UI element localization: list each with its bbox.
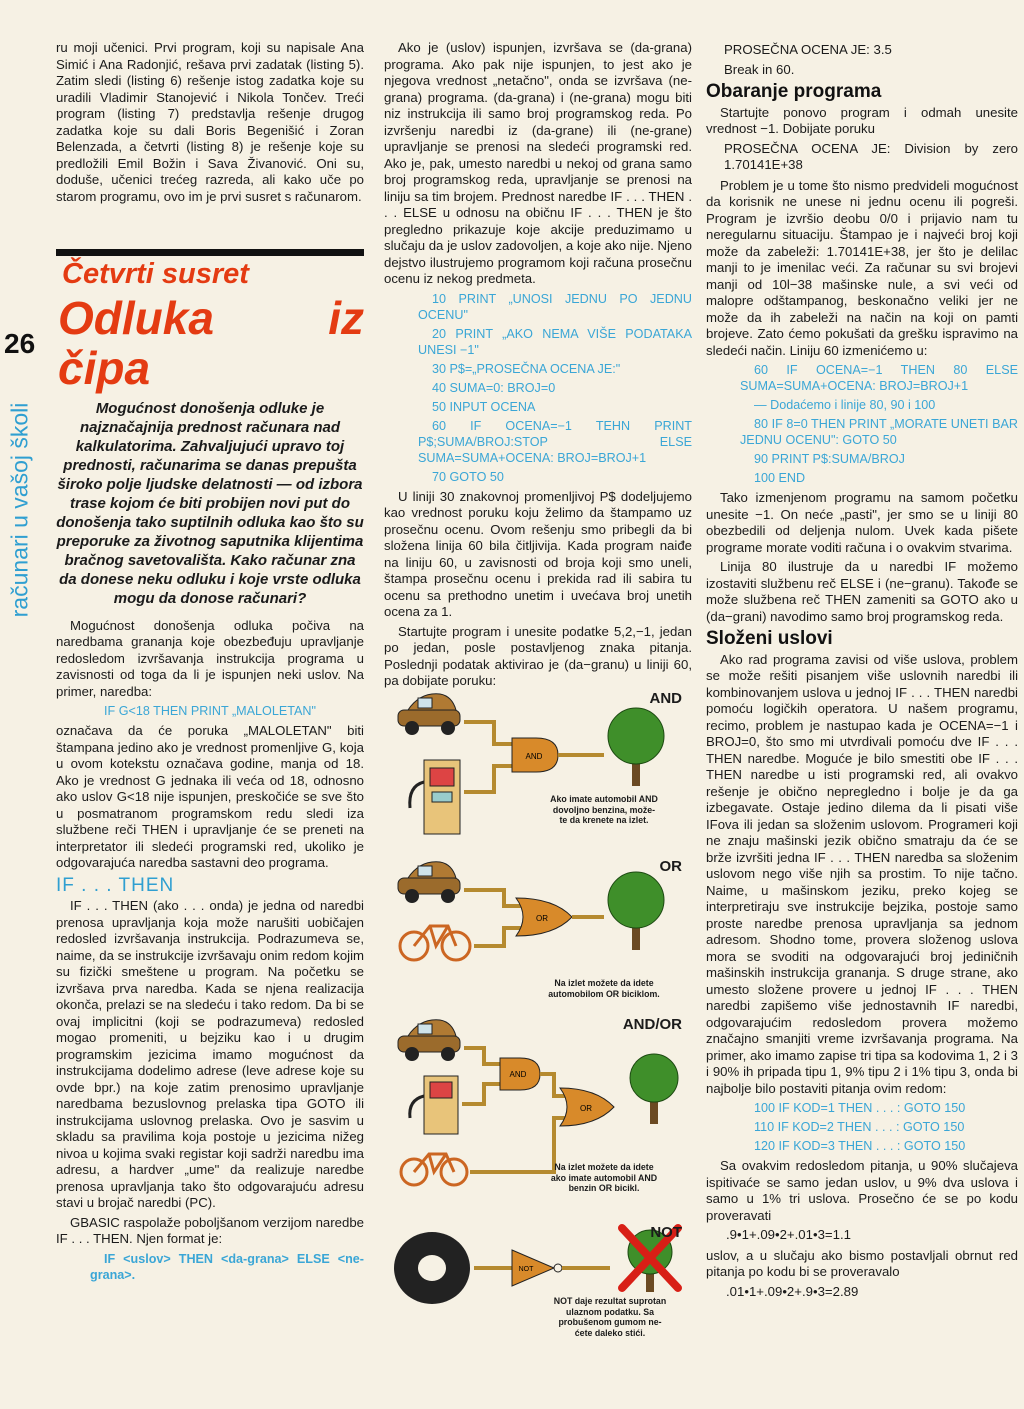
code-line: 10 PRINT „UNOSI JEDNU PO JEDNU OCENU": [418, 291, 692, 322]
tree-icon: [608, 708, 664, 786]
body-paragraph: Ako je (uslov) ispunjen, izvršava se (da-grana) programa. Ako pak nije ispunjen, to jest ako je njegova vrednost „netačno", onda se izvršava (ne-grana) programa. (da-grana) i (ne-grana) mogu biti niz instrukcija ili samo broj programskog reda. Po izvršenju naredbi iz (da-grane) ili (ne-grane) upravljanje se prenosi na sledeći programski red. Ako je, pak, umesto naredbi u nekoj od grana samo broj programskog reda, upravljanje se prenosi na liniju sa tim brojem. Prednost naredbe IF . . . THEN . . . ELSE u odnosu na običnu IF . . . THEN je što preglednо prikazuje koje akcije preduzimamo u slučaju da je uslov zadovoljen, a koje ako nije. Njeno dejstvo ilustrujemo programom koji računa prosečnu ocenu iz nekog predmeta.: [384, 40, 692, 286]
code-line: 100 END: [754, 471, 806, 485]
code-line: IF <uslov> THEN <da-grana> ELSE <ne-grana>.: [90, 1251, 364, 1282]
and-or-caption: Na izlet možete da idete ako imate automobil AND benzin OR bicikl.: [550, 1162, 658, 1193]
code-listing: [384, 291, 692, 485]
tree-icon: [608, 872, 664, 950]
and-or-label: AND/OR: [622, 1016, 682, 1033]
body-paragraph: Tako izmenjenom programu na samom početku unesite −1. On neće „pasti", jer smo se u liniji 80 obezbedili od deljenja nulom. Uvek kada pišete programe morate voditi računa i o ovakvim stvarima.: [706, 490, 1018, 555]
article-lead: Mogućnost donošenja odluke je najznačajnija prednost računara nad kalkulatorima. Zahvaljujući upravo toj prednosti, računarima se danas prepušta široko polje ljudske delatnosti — od izbora trase kojom će biti probijen novi put do donošenja tako suptilnih odluka kao što su preporuke za životnog saputnika klijentima bračnog savetovališta. Kako računar zna da donese neku odluku i koje vrste odluka mogu da donose računari?: [56, 399, 364, 607]
code-line: 80 IF 8=0 THEN PRINT „MORATE UNETI BAR JEDNU OCENU": GOTO 50: [740, 417, 1018, 447]
subheading-obaranje: Obaranje programa: [706, 81, 882, 102]
car-icon: [398, 862, 460, 903]
code-line: 20 PRINT „AKO NEMA VIŠE PODATAKA UNESI −1": [418, 326, 692, 357]
body-paragraph: GBASIC raspolaže poboljšanom verzijom naredbe IF . . . THEN. Njen format je:: [56, 1214, 364, 1246]
and-panel: [384, 682, 692, 852]
fuel-pump-icon: [410, 760, 460, 834]
formula: .01•1+.09•2+.9•3=2.89: [726, 1283, 859, 1299]
formula: .9•1+.09•2+.01•3=1.1: [726, 1227, 851, 1242]
car-icon: [398, 694, 460, 735]
body-paragraph: Ako rad programa zavisi od više uslova, problem se može rešiti pisanjem više uslovnih naredbi ili kombinovanjem uslova u jednoj IF . . . THEN naredbi pomoću logičkih operatora. U našem programu, recimo, problem je nastupao kada je OCENA=−1 i BROJ=0, što smo mi utvrdivali pomoću dve IF . . . THEN naredbe. Moguće je bilo smestiti obe IF . . . THEN naredbe u isti programski red, ali ovakvo rešenje je obično nepregledno i bolje je da ga izbegavate. Ostaje jedino dilema da li pisati više IFova ili jedan sa složenim uslovom. Programeri koji ne znaju mašinski jezik obično smatraju da će se brže izvršiti jedna IF . . . THEN naredba sa složenim uslovom nego više njih sa prostim. To nije tačno. Naime, u mašinskom jeziku, preko kojeg se interpretiraju sve instrukcije bejzika, postoje samo proste naredbe prenosa upravljanja sa jednom adresom. Shodno tome, provera složenog uslova mora se svoditi na odgovarajući broj jediničnih mašinskih instrukcija grananja. S druge strane, ako umesto složene provere u jednoj IF . . . THEN naredbi zapišemo više jednostavnih IF naredbi, odgovarajućim redosledom provera možemo značajno smanjiti vreme izvršavanja programa. Na primer, ako imamo zapise tri tipa sa kodovima 1, 2 i 3 i 90% ih pripada tipu 1, 9% tipu 2 i 1% tipu 3, onda bi najbolje bilo postaviti pitanja ovim redom:: [706, 651, 1018, 1096]
gate-label: AND: [525, 752, 543, 761]
and-label: AND: [649, 690, 682, 707]
code-line: 40 SUMA=0: BROJ=0: [432, 380, 556, 395]
tree-icon: [630, 1054, 678, 1124]
code-line: 100 IF KOD=1 THEN . . . : GOTO 150: [754, 1101, 966, 1115]
bicycle-icon: [400, 926, 470, 960]
body-paragraph: Linija 80 ilustruje da u naredbi IF možemo izostaviti službenu reč ELSE i (ne−granu). Takođe se može službena reč THEN zameniti sa GOTO ako u (da−grani) navodimo samo broj programskog reda.: [706, 559, 1018, 624]
body-paragraph: IF . . . THEN (ako . . . onda) je jedna od naredbi prenosa upravljanja koja može narušiti uobičajen redosled izvršavanja instrukcija. Podrazumeva se, naime, da se instrukcije izvršavaju onim redom kojim su fizički smeštene u program. Na početku se izvršava prva naredba. Kada se njena realizacija okonča, prelazi se na sledeću i tako redom. Da bi se ovaj implicitni (koji se podrazumeva) redosled mogao promeniti, u bejziku kao i u drugim programskim jezicima imamo mogućnost da instrukcijama dodelimo adrese (leve adrese koje su ovde bpr.) na koje zatim prenosimo upravljanje naredbama bezuslovnog prelaska tipa GOTO ili instrukcijama uslovnog prelaska. Ovo je sasvim u skladu sa pravilima koja postoje u jezicima nižeg nivoa u kojima svaki registar koji sadrži naredbu ima adresu, a hardver „ume" da realizuje naredbe prenosa upravljanja tako što odgovarajuću adresu stavi u brojač naredbi (PC).: [56, 898, 364, 1210]
gate-label: OR: [536, 914, 548, 923]
gate-label: NOT: [518, 1266, 534, 1273]
fuel-pump-icon: [410, 1076, 458, 1134]
code-line: — Dodaćemo i linije 80, 90 i 100: [754, 398, 936, 412]
or-caption: Na izlet možete da idete automobilom OR biciklom.: [548, 978, 660, 999]
code-line: IF G<18 THEN PRINT „MALOLETAN": [104, 704, 316, 718]
article-headline: Odluka iz čipa: [58, 291, 364, 394]
code-line: 120 IF KOD=3 THEN . . . : GOTO 150: [754, 1139, 966, 1153]
gate-label: AND: [509, 1070, 527, 1079]
series-kicker: Četvrti susret: [62, 258, 249, 290]
not-panel: [384, 1222, 692, 1348]
gate-label: OR: [580, 1104, 592, 1113]
body-paragraph: Startujte program i unesite podatke 5,2,−1, jedan po jedan, posle postavljenog znaka pitanja. Poslednji podatak aktivirao je (da−granu) u liniji 60, pa dobijate poruku:: [384, 623, 692, 688]
code-listing: [706, 1100, 1018, 1154]
body-paragraph: Sa ovakvim redosledom pitanja, u 90% slučajeva ispitivaće se samo jedan uslov, u 9% dva uslova i samo u 1% tri uslova. Prosečno će se po kodu proveravati: [706, 1158, 1018, 1223]
or-label: OR: [659, 858, 682, 875]
body-paragraph: uslov, a u slučaju ako bismo postavljali obrnut red pitanja po kodu bi se proveravalo: [706, 1247, 1018, 1279]
or-panel: [384, 850, 692, 1010]
program-output: PROSEČNA OCENA JE: Division by zero 1.70141E+38: [724, 140, 1018, 172]
body-paragraph: Problem je u tome što nismo predvideli mogućnost da korisnik ne unese ni jednu ocenu ili pogreši. Program je izvršio deobu 0/0 i prijavio nam tu neregularnu situaciju. Štampao je i najveći broj koji može da zabeleži: 1.70141E+38, jer što je delilac manji to je imenilac veći. Za računar su svi brojevi manji od 10l−38 mašinske nule, a svi veći od malopre odštampanog, beskonačno veliki jer ne može da ih zabeleži na način na koji on pamti brojeve. Zato ćemo pokušati da grešku ispravimo na sledeći način. Liniju 60 izmenićemo u:: [706, 177, 1018, 358]
body-paragraph: označava da će poruka „MALOLETAN" biti štampana jedino ako je vrednost promenljive G, koja u ovom kotekstu označava godine, manja od 18. Ako je vrednost G jednaka ili veća od 18, odnosno ako uslov G<18 nije ispunjen, preskočiće se sve što u posmatranom programskom redu sledi iza službene reči THEN i upravljanje će se preneti na interpretator ili sledeći programski red, ukoliko je odgovarajuća naredba sastavni deo programa.: [56, 723, 364, 870]
not-caption: NOT daje rezultat suprotan ulaznom podatku. Sa probušenom gumom ne- ćete daleko stići.: [553, 1296, 667, 1338]
body-paragraph: Mogućnost donošenja odluka počiva na naredbama grananja koje obezbeđuju upravljanje redosledom izvršavanja instrukcija programa u zavisnosti od toga da li je ispunjen neki uslov. Na primer, naredba:: [56, 617, 364, 699]
code-listing: [706, 362, 1018, 486]
car-icon: [398, 1020, 460, 1061]
code-line: 90 PRINT P$:SUMA/BROJ: [754, 452, 905, 466]
column-1: [56, 40, 364, 1287]
subheading-slozeni: Složeni uslovi: [706, 628, 833, 649]
and-or-panel: [384, 1012, 692, 1212]
code-line: 60 IF OCENA=−1 TEHN PRINT P$;SUMA/BROJ:STOP ELSE SUMA=SUMA+OCENA: BROJ=BROJ+1: [418, 418, 692, 465]
code-line: 30 P$=„PROSEČNA OCENA JE:": [432, 361, 621, 376]
code-line: 60 IF OCENA=−1 THEN 80 ELSE SUMA=SUMA+OCENA: BROJ=BROJ+1: [740, 363, 1018, 393]
body-paragraph: Startujte ponovo program i odmah unesite vrednost −1. Dobijate poruku: [706, 104, 1018, 136]
section-divider: [56, 249, 364, 256]
column-3: [706, 40, 1018, 1304]
intro-paragraph: ru moji učenici. Prvi program, koji su napisale Ana Simić i Ana Radonjić, rešava prvi zadatak (listing 5). Zatim sledi (listing 6) rešenje istog zadatka koje su uradili Vladimir Stanojević i Nikola Tončev. Treći program (listing 7) predstavlja rešenje drugog zadatka koje su dali Boris Begenišić i Zoran Belenzada, a četvrti (listing 8) je rešenje koje su predložili Emil Božin i Sava Živanović. Oni su, doduše, učenici trećeg razreda, ali kako uče po starom programu, ovo im je prvi susret s računarom.: [56, 40, 364, 204]
column-2: [384, 40, 692, 693]
side-section-title: računari u vašoj školi: [6, 402, 33, 618]
page-number: 26: [4, 328, 36, 359]
code-line: 70 GOTO 50: [432, 469, 504, 484]
code-line: 50 INPUT OCENA: [432, 399, 536, 414]
program-output: Break in 60.: [724, 61, 795, 77]
bicycle-icon: [401, 1154, 467, 1185]
body-paragraph: U liniji 30 znakovnoj promenljivoj P$ dodeljujemo kao vrednost poruku koju želimo da štampamo uz prosečnu ocenu. Ovom rešenju smo pribegli da bi složena linija 60 bila čitljivija. Kada program naiđe na liniju 60, u zavisnosti od broja koji smo uneli, štampa prosečnu ocenu i prekida rad ili sabira tu ocenu sa prethodno unetim i uvećava broj unetih ocena za 1.: [384, 488, 692, 619]
program-output: PROSEČNA OCENA JE: 3.5: [724, 42, 892, 57]
not-label: NOT: [650, 1224, 682, 1241]
and-caption: Ako imate automobil AND dovoljno benzina, može- te da krenete na izlet.: [550, 794, 658, 825]
code-line: 110 IF KOD=2 THEN . . . : GOTO 150: [754, 1120, 965, 1134]
flat-tire-icon: [394, 1232, 470, 1304]
logic-gates-illustration: [384, 682, 692, 1352]
subheading-if-then: IF . . . THEN: [56, 874, 175, 896]
